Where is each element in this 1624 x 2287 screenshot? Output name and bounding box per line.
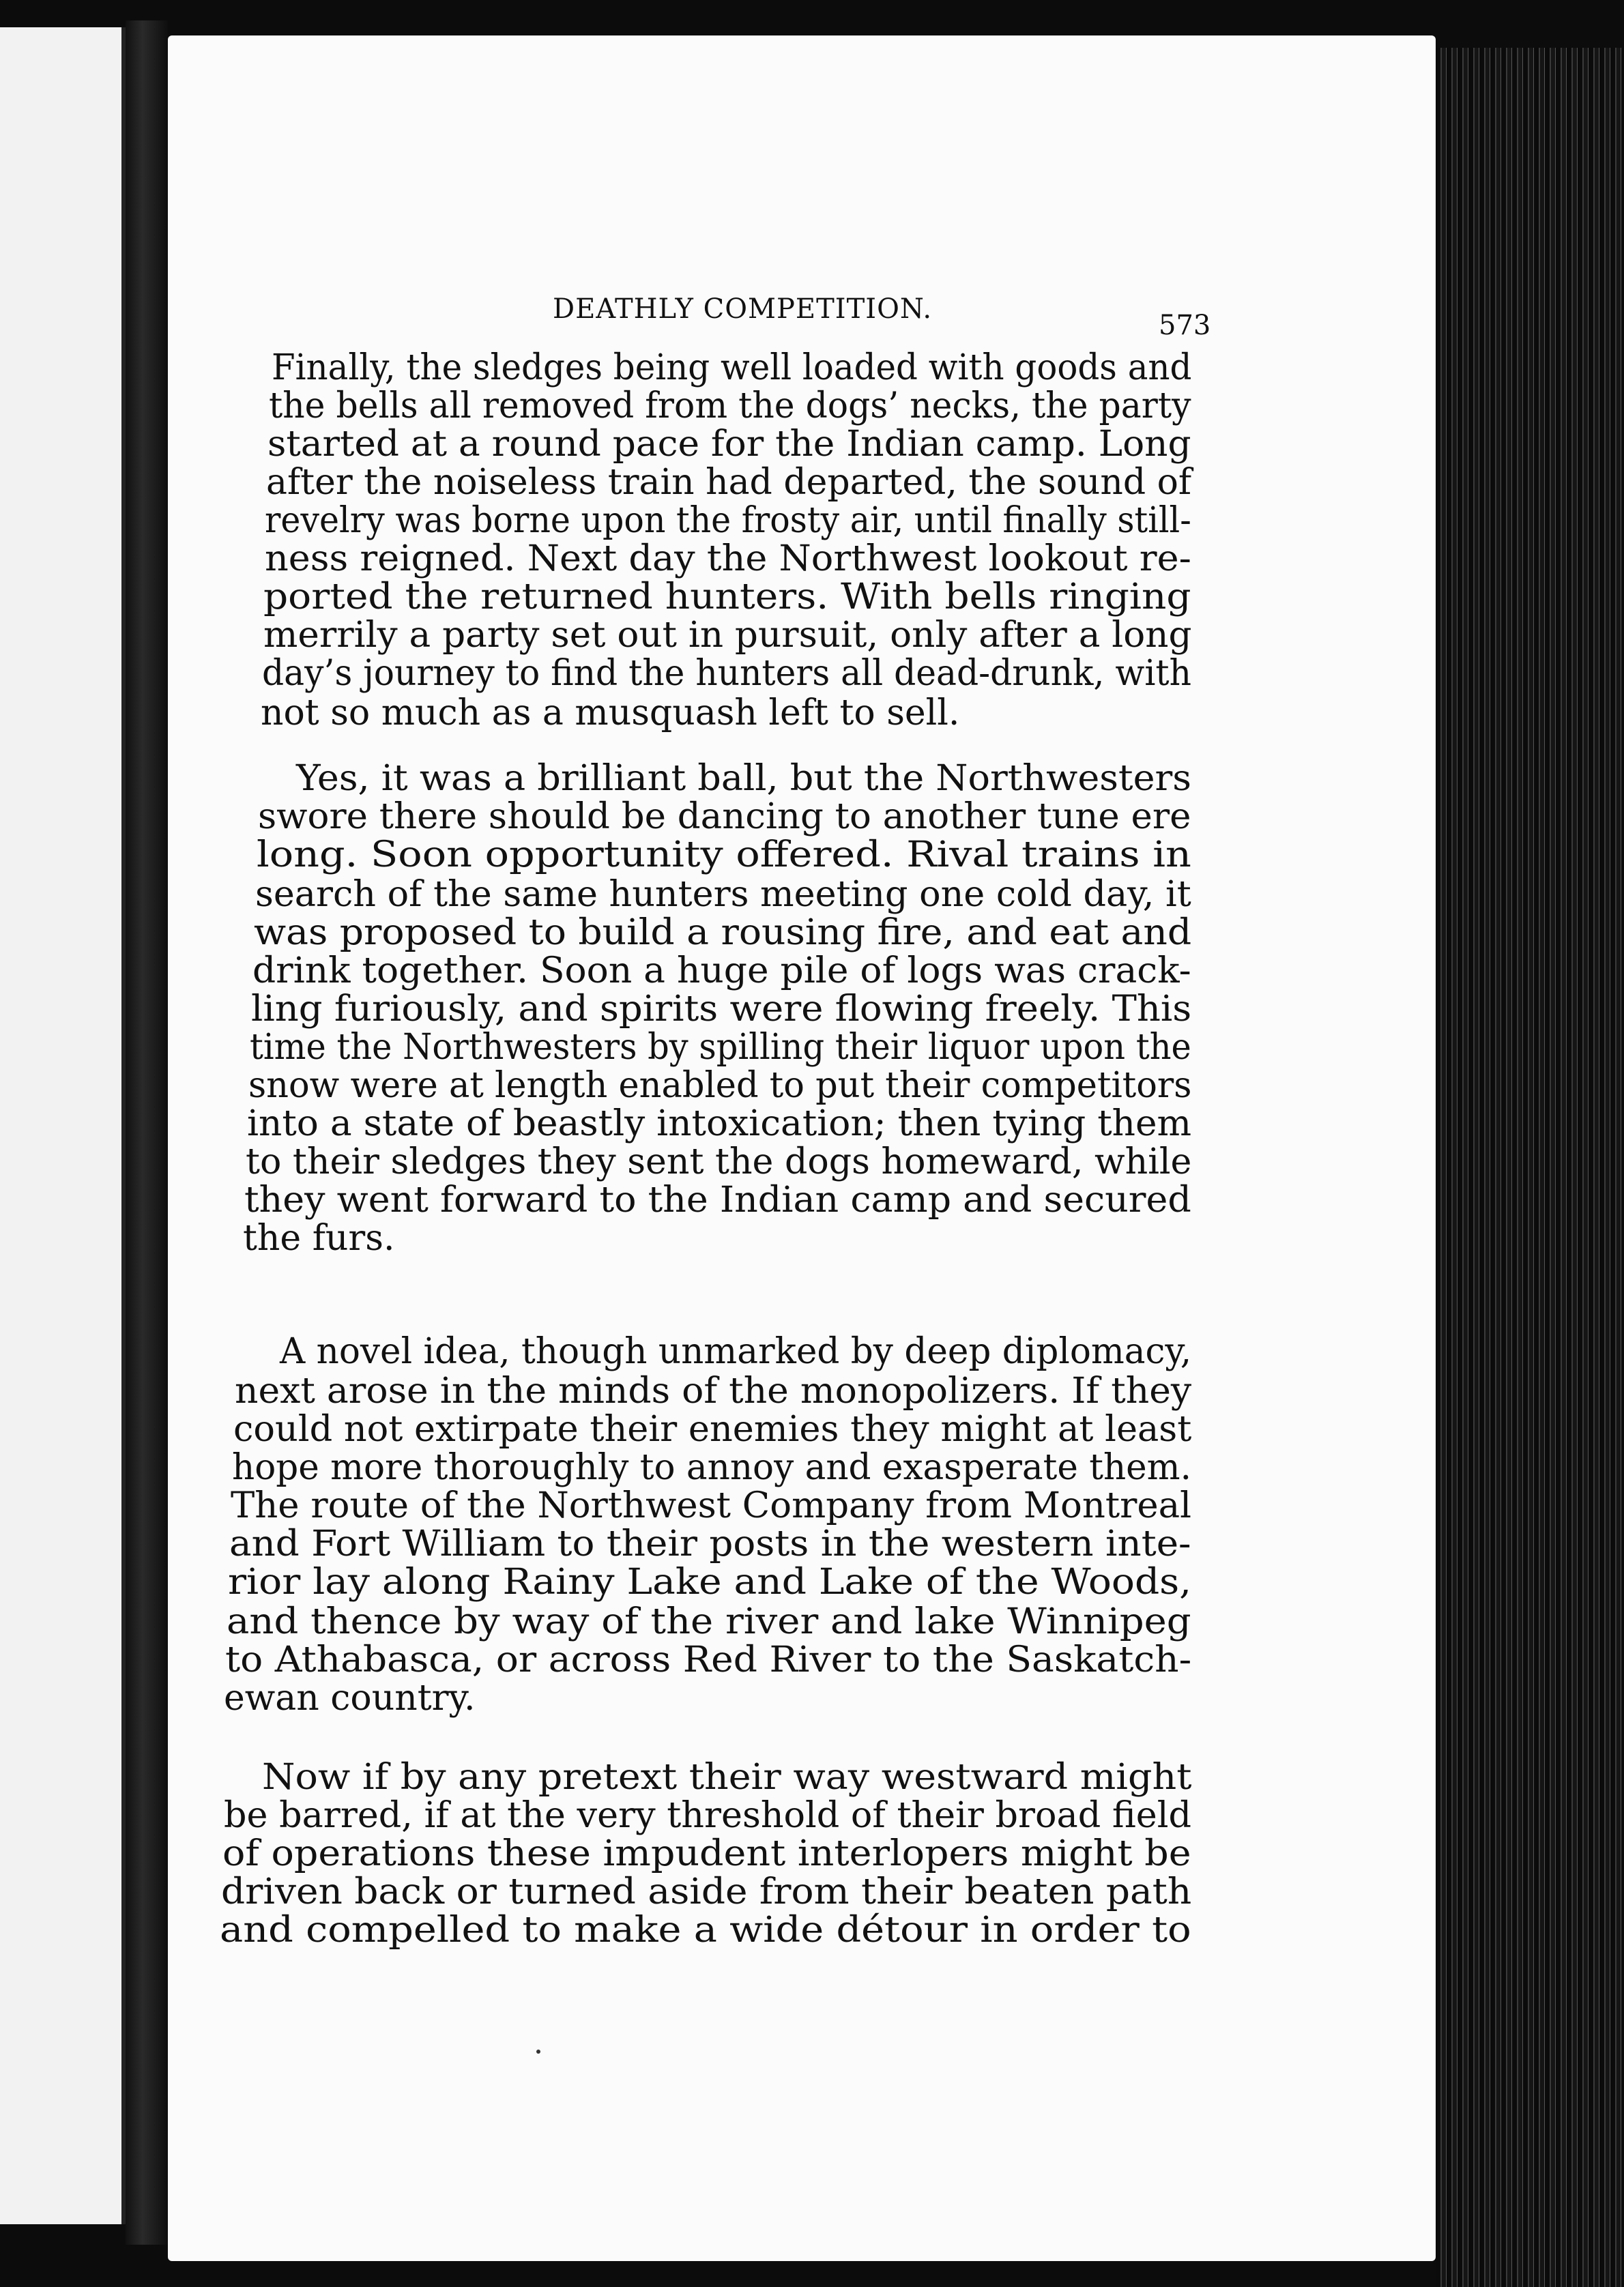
page-speck: [536, 2050, 540, 2054]
text-line: and thence by way of the river and lake Winnipeg: [227, 1601, 1191, 1642]
text-line: revelry was borne upon the frosty air, until finally still-: [265, 500, 1191, 541]
text-line: merrily a party set out in pursuit, only after a long: [263, 615, 1192, 656]
text-line: be barred, if at the very threshold of their broad field: [224, 1795, 1192, 1836]
text-line: rior lay along Rainy Lake and Lake of the Woods,: [228, 1562, 1192, 1603]
text-line: after the noiseless train had departed, the sound of: [266, 462, 1192, 503]
page-number: 573: [1159, 310, 1211, 341]
book-gutter: [126, 20, 168, 2245]
running-head: DEATHLY COMPETITION.: [553, 293, 933, 325]
facing-page-edge: [0, 27, 126, 2224]
text-line: to Athabasca, or across Red River to the Saskatch-: [225, 1640, 1192, 1680]
text-line: hope more thoroughly to annoy and exasperate them.: [232, 1447, 1191, 1488]
text-line: could not extirpate their enemies they might at least: [233, 1409, 1192, 1450]
text-line: the furs.: [243, 1218, 395, 1259]
text-line: long. Soon opportunity offered. Rival trains in: [257, 834, 1191, 875]
text-line: A novel idea, though unmarked by deep diplomacy,: [280, 1331, 1192, 1372]
text-line: ported the returned hunters. With bells ringing: [263, 577, 1191, 617]
text-line: the bells all removed from the dogs’ necks, the party: [269, 385, 1191, 426]
text-line: not so much as a musquash left to sell.: [261, 693, 960, 733]
text-line: of operations these impudent interlopers might be: [222, 1833, 1191, 1874]
text-line: they went forward to the Indian camp and secured: [244, 1180, 1191, 1221]
text-line: driven back or turned aside from their beaten path: [221, 1871, 1192, 1912]
text-line: was proposed to build a rousing fire, and eat and: [254, 912, 1192, 953]
text-line: started at a round pace for the Indian camp. Long: [267, 424, 1191, 465]
text-line: snow were at length enabled to put their competitors: [248, 1065, 1192, 1106]
text-line: into a state of beastly intoxication; then tying them: [247, 1103, 1192, 1144]
text-line: and compelled to make a wide détour in order to: [220, 1910, 1191, 1951]
text-line: next arose in the minds of the monopolizers. If they: [235, 1371, 1192, 1412]
text-line: to their sledges they sent the dogs homeward, while: [246, 1141, 1192, 1182]
text-line: time the Northwesters by spilling their liquor upon the: [250, 1027, 1191, 1068]
text-line: Now if by any pretext their way westward might: [262, 1757, 1192, 1798]
text-line: day’s journey to find the hunters all dead-drunk, with: [262, 653, 1191, 694]
text-line: ewan country.: [224, 1678, 476, 1719]
text-line: swore there should be dancing to another tune ere: [258, 796, 1191, 837]
text-line: search of the same hunters meeting one cold day, it: [255, 874, 1191, 915]
text-line: and Fort William to their posts in the western inte-: [229, 1524, 1191, 1564]
text-line: Finally, the sledges being well loaded with goods and: [272, 347, 1192, 388]
text-line: drink together. Soon a huge pile of logs was crack-: [252, 950, 1191, 991]
text-line: Yes, it was a brilliant ball, but the Northwesters: [296, 758, 1191, 799]
text-line: The route of the Northwest Company from Montreal: [231, 1485, 1192, 1526]
text-line: ness reigned. Next day the Northwest lookout re-: [265, 538, 1191, 579]
page-block-edges: [1436, 48, 1624, 2287]
text-line: ling furiously, and spirits were flowing freely. This: [251, 989, 1192, 1030]
